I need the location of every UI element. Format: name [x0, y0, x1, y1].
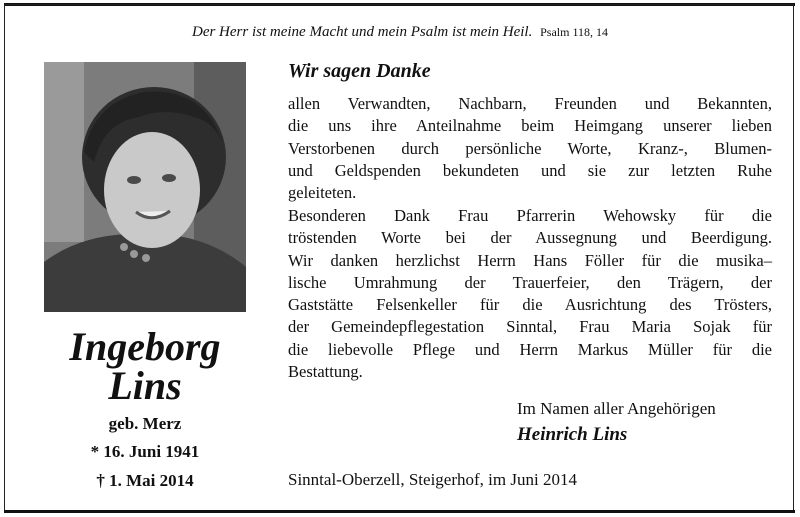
paragraph-line: Bestattung. [288, 362, 363, 382]
thanks-paragraph-1 [288, 93, 772, 204]
paragraph-line: die liebevolle Pflege und Herrn Markus Müller für die [288, 339, 772, 359]
portrait-photo-icon [44, 62, 246, 312]
paragraph-line: und Geldspenden bekundeten und sie zur letzten Ruhe [288, 160, 772, 180]
paragraph-line: Besonderen Dank Frau Pfarrerin Wehowsky für die [288, 206, 772, 225]
birth-date: * 16. Juni 1941 [90, 442, 200, 461]
signature-preamble: Im Namen aller Angehörigen [517, 399, 716, 418]
signature-name: Heinrich Lins [517, 424, 628, 445]
paragraph-line: der Gemeindepflegestation Sinntal, Frau Maria Sojak für [288, 317, 772, 337]
thanks-heading: Wir sagen Danke [288, 60, 431, 82]
paragraph-line: geleiteten. [288, 183, 357, 203]
verse-reference: Psalm 118, 14 [540, 25, 609, 39]
bottom-rule [4, 510, 795, 513]
maiden-name: geb. Merz [108, 414, 182, 433]
paragraph-line: tröstenden Worte bei der Aussegnung und Beerdigung. [288, 228, 772, 248]
paragraph-line: Wir danken herzlichst Herrn Hans Föller für die musika– [288, 250, 772, 270]
deceased-last-name: Lins [108, 363, 182, 408]
bible-verse [0, 24, 800, 41]
thanks-paragraph-2 [288, 205, 772, 383]
paragraph-line: lische Umrahmung der Trauerfeier, den Trägern, der [288, 272, 772, 292]
deceased-first-name: Ingeborg [69, 324, 221, 369]
paragraph-line: Gaststätte Felsenkeller für die Ausrichtung des Trösters, [288, 295, 772, 315]
death-date: † 1. Mai 2014 [96, 471, 194, 490]
paragraph-line: die uns ihre Anteilnahme beim Heimgang unserer lieben [288, 116, 772, 136]
paragraph-line: allen Verwandten, Nachbarn, Freunden und Bekannten, [288, 94, 772, 113]
place-and-date: Sinntal-Oberzell, Steigerhof, im Juni 2014 [288, 470, 577, 489]
verse-text: Der Herr ist meine Macht und mein Psalm ist mein Heil. [191, 24, 533, 40]
paragraph-line: Verstorbenen durch persönliche Worte, Kranz-, Blumen- [288, 138, 772, 158]
portrait-photo [44, 62, 246, 312]
